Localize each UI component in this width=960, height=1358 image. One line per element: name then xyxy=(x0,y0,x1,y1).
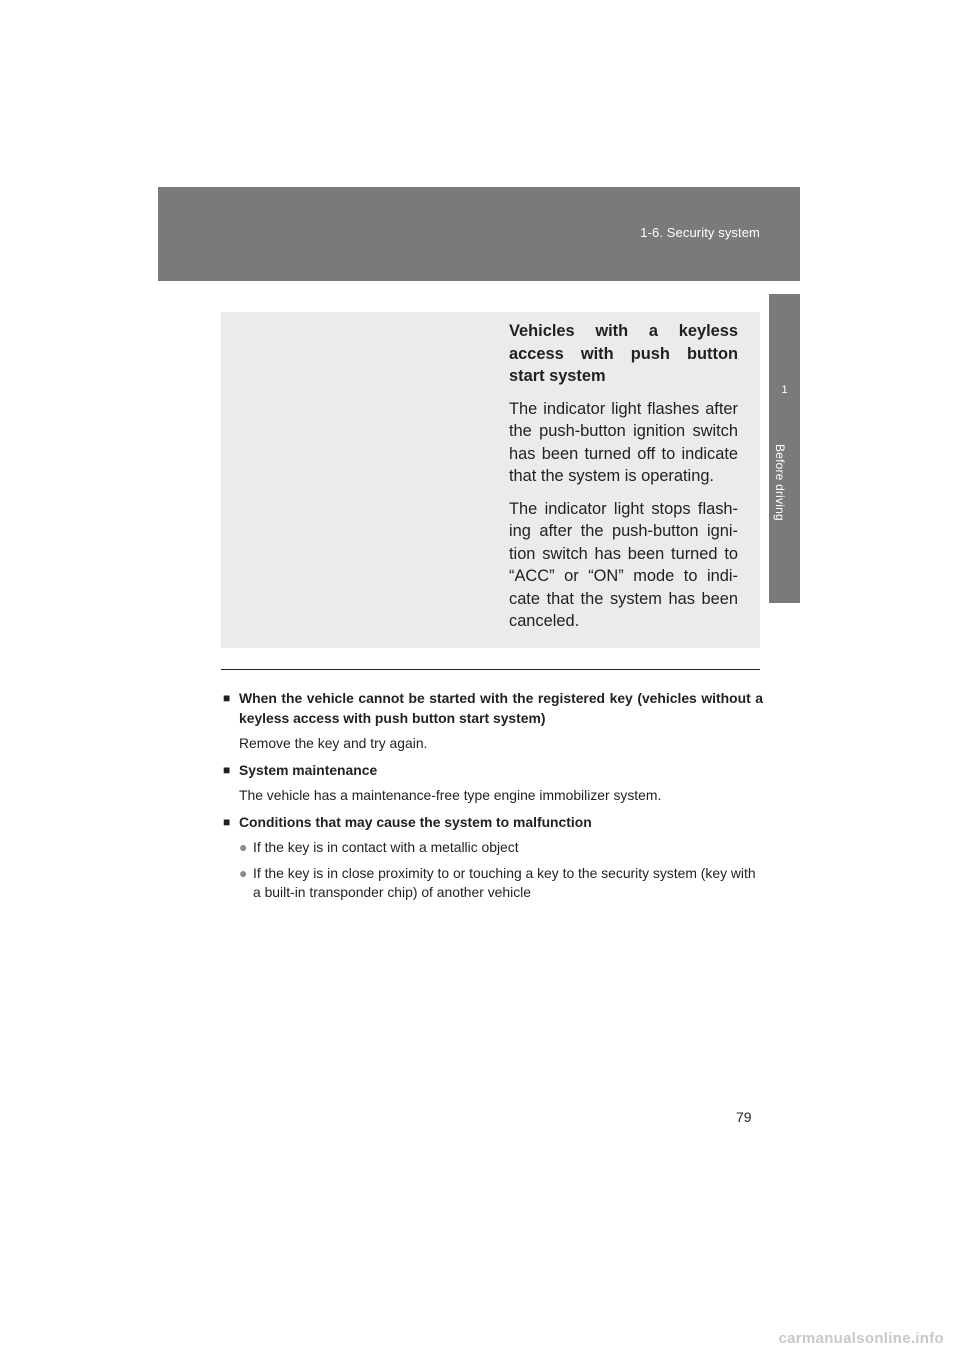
list-item xyxy=(223,864,763,903)
note-heading-text: When the vehicle cannot be started with the registered key (vehicles without a keyless access with push button start system) xyxy=(239,690,763,726)
square-bullet-icon: ■ xyxy=(223,762,231,777)
chapter-tab-label xyxy=(769,438,800,603)
note-heading xyxy=(223,689,763,728)
note-section-registered-key xyxy=(223,689,763,754)
note-heading xyxy=(223,813,763,833)
circle-bullet-icon: ● xyxy=(239,839,248,855)
chapter-header xyxy=(158,187,800,281)
notes-section xyxy=(223,689,763,909)
chapter-label: Before driving xyxy=(773,444,787,521)
info-box xyxy=(221,312,760,648)
note-heading-text: Conditions that may cause the system to malfunction xyxy=(239,813,592,830)
list-item xyxy=(223,838,763,858)
info-paragraph-2: The indicator light stops flash-ing after the push-button igni-tion switch has been turned to “ACC” or “ON” mode to indi-cate that the system has been canceled. xyxy=(509,499,738,630)
chapter-tab-number xyxy=(769,294,800,438)
page-number: 79 xyxy=(736,1109,752,1125)
info-paragraph-1: The indicator light flashes after the push-button ignition switch has been turned off to indicate that the system is operating. xyxy=(509,399,738,485)
list-item-text: If the key is in contact with a metallic object xyxy=(253,839,519,855)
note-section-malfunction xyxy=(223,813,763,903)
chapter-number: 1 xyxy=(781,384,788,396)
note-body: Remove the key and try again. xyxy=(239,735,428,751)
watermark: carmanualsonline.info xyxy=(778,1330,944,1347)
note-heading xyxy=(223,761,763,781)
circle-bullet-icon: ● xyxy=(239,864,248,881)
list-item-text: If the key is in close proximity to or touching a key to the security system (key with a built-in transponder chip) of another vehicle xyxy=(253,864,756,900)
info-content xyxy=(509,320,738,643)
square-bullet-icon: ■ xyxy=(223,814,231,829)
square-bullet-icon: ■ xyxy=(223,691,231,705)
section-title: 1-6. Security system xyxy=(640,225,760,240)
section-divider xyxy=(221,669,760,670)
note-body: The vehicle has a maintenance-free type engine immobilizer system. xyxy=(239,787,662,803)
note-section-maintenance xyxy=(223,761,763,806)
note-heading-text: System maintenance xyxy=(239,761,378,778)
info-heading: Vehicles with a keyless access with push button start system xyxy=(509,322,738,385)
